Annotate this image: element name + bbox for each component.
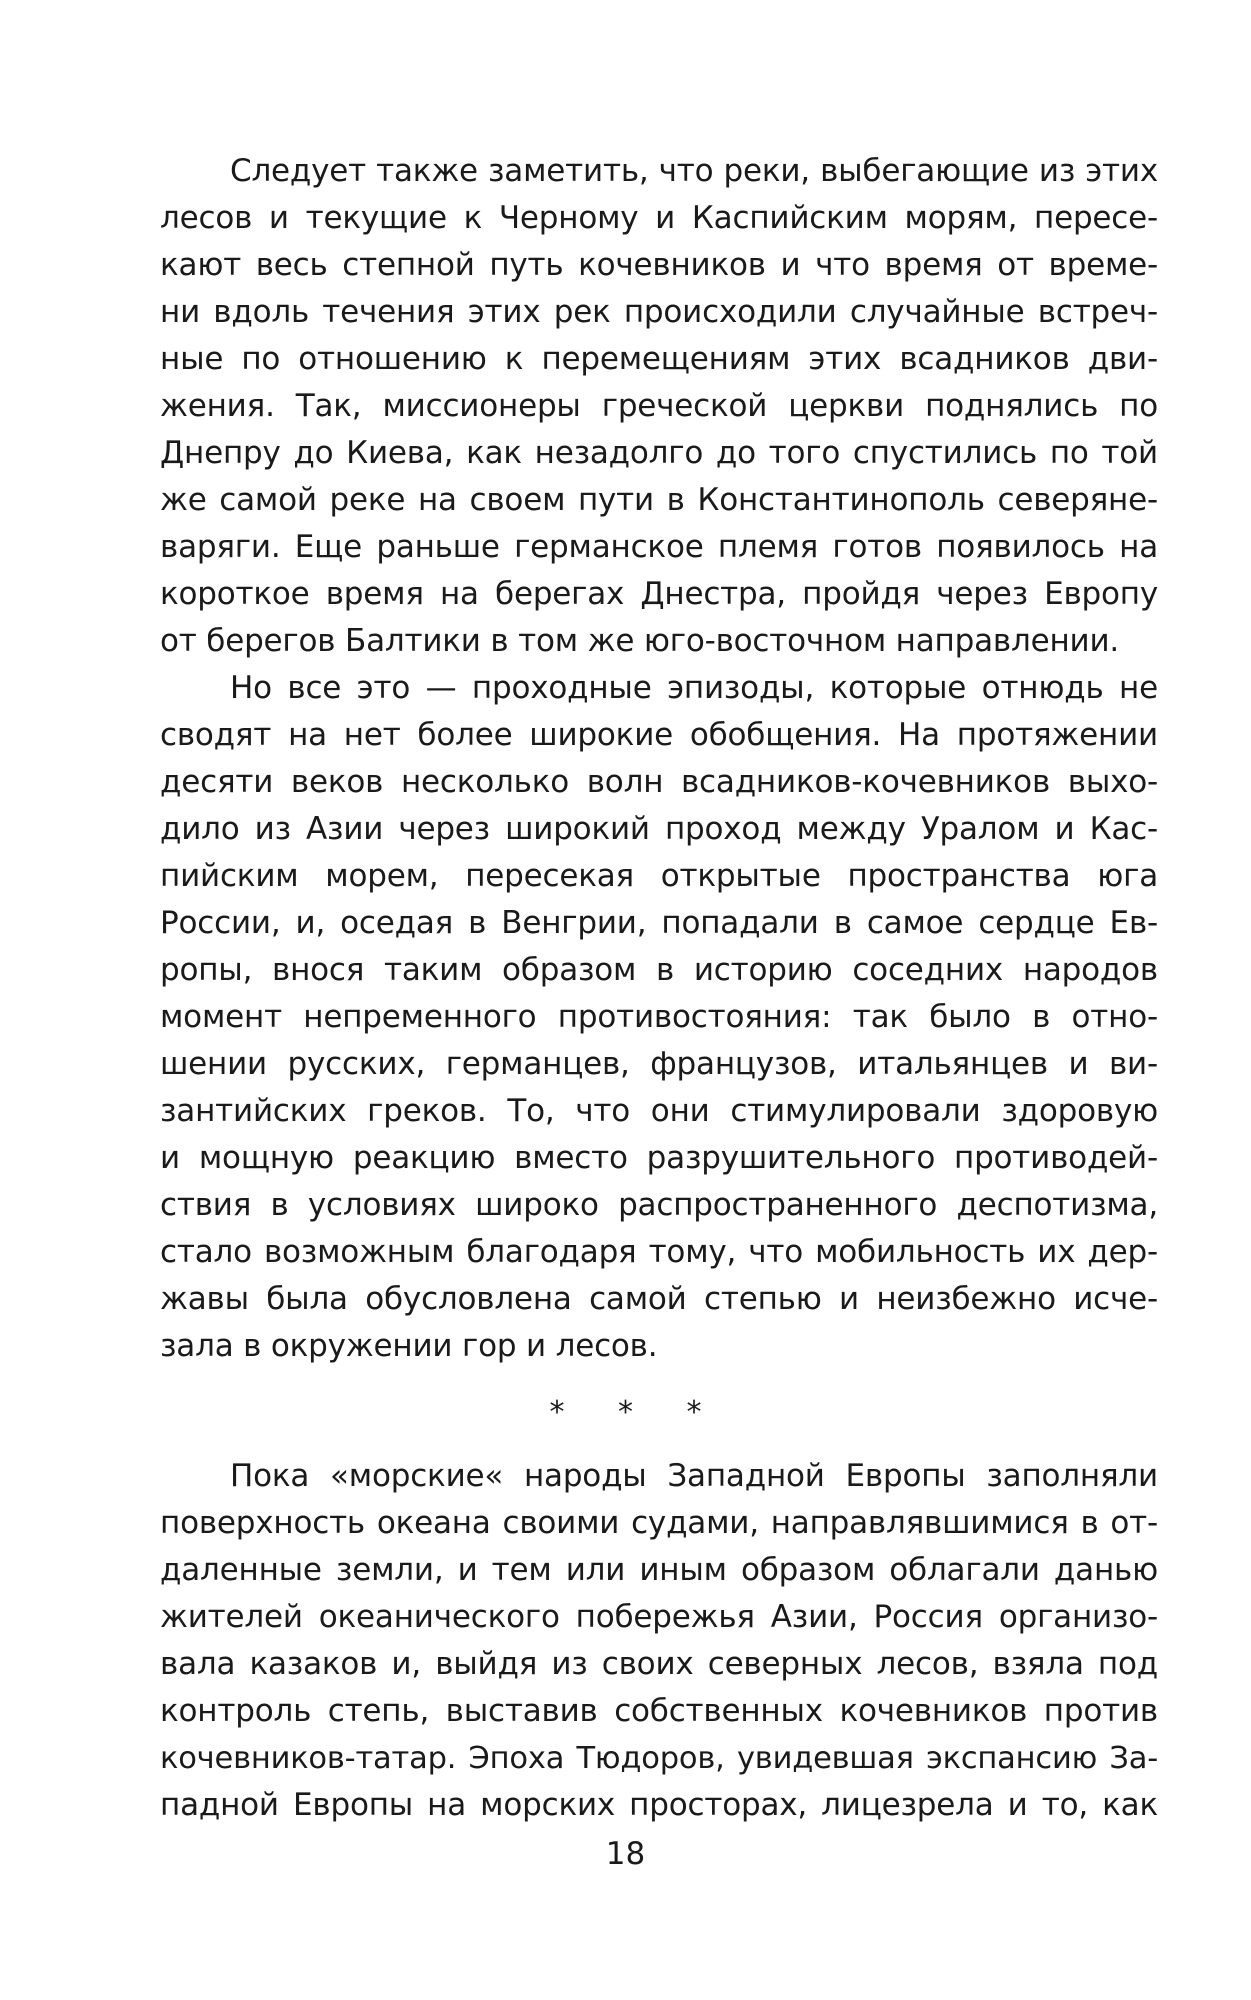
text-line: ствия в условиях широко распространенного деспотизма,	[160, 1187, 1158, 1223]
text-line: даленные земли, и тем или иным образом облагали данью	[160, 1552, 1158, 1588]
text-line: зантийских греков. То, что они стимулировали здоровую	[160, 1093, 1158, 1129]
text-line: поверхность океана своими судами, направлявшимися в от-	[160, 1505, 1158, 1541]
text-line: Следует также заметить, что реки, выбегающие из этих	[230, 153, 1158, 189]
text-line: десяти веков несколько волн всадников-кочевников выхо-	[160, 764, 1158, 800]
paragraph-3	[160, 1453, 1158, 1829]
text-line: пийским морем, пересекая открытые пространства юга	[160, 858, 1158, 894]
text-line: короткое время на берегах Днестра, пройдя через Европу	[160, 576, 1158, 612]
section-separator: * * *	[549, 1395, 724, 1430]
text-line: жителей океанического побережья Азии, Россия организо-	[160, 1599, 1158, 1635]
text-line: и мощную реакцию вместо разрушительного противодей-	[160, 1140, 1158, 1176]
text-line: Пока «морские« народы Западной Европы заполняли	[230, 1458, 1158, 1494]
text-line: падной Европы на морских просторах, лицезрела и то, как	[160, 1787, 1158, 1823]
text-line: жавы была обусловлена самой степью и неизбежно исче-	[160, 1281, 1158, 1317]
text-line: ные по отношению к перемещениям этих всадников дви-	[160, 341, 1158, 377]
text-line: вала казаков и, выйдя из своих северных лесов, взяла под	[160, 1646, 1158, 1682]
text-line: от берегов Балтики в том же юго-восточном направлении.	[160, 623, 1120, 659]
text-line: ропы, внося таким образом в историю соседних народов	[160, 952, 1158, 988]
text-line: Днепру до Киева, как незадолго до того спустились по той	[160, 435, 1158, 471]
text-line: шении русских, германцев, французов, итальянцев и ви-	[160, 1046, 1158, 1082]
text-line: Но все это — проходные эпизоды, которые отнюдь не	[230, 670, 1158, 706]
text-line: лесов и текущие к Черному и Каспийским морям, пересе-	[160, 200, 1158, 236]
text-line: кочевников-татар. Эпоха Тюдоров, увидевшая экспансию За-	[160, 1741, 1158, 1776]
text-line: зала в окружении гор и лесов.	[160, 1328, 658, 1364]
text-line: момент непременного противостояния: так было в отно-	[160, 999, 1158, 1035]
text-line: дило из Азии через широкий проход между Уралом и Кас-	[160, 811, 1158, 847]
paragraph-2	[160, 665, 1158, 1370]
text-line: же самой реке на своем пути в Константинополь северяне-	[160, 482, 1158, 518]
page-number: 18	[605, 1836, 646, 1872]
text-line: жения. Так, миссионеры греческой церкви поднялись по	[160, 388, 1158, 424]
text-line: ни вдоль течения этих рек происходили случайные встреч-	[160, 294, 1158, 330]
text-line: контроль степь, выставив собственных кочевников против	[160, 1693, 1158, 1729]
text-line: варяги. Еще раньше германское племя готов появилось на	[160, 529, 1158, 565]
paragraph-1	[160, 148, 1158, 665]
text-line: сводят на нет более широкие обобщения. На протяжении	[160, 717, 1158, 753]
text-line: России, и, оседая в Венгрии, попадали в самое сердце Ев-	[160, 905, 1158, 941]
text-line: стало возможным благодаря тому, что мобильность их дер-	[160, 1234, 1158, 1270]
text-line: кают весь степной путь кочевников и что время от време-	[160, 247, 1158, 283]
